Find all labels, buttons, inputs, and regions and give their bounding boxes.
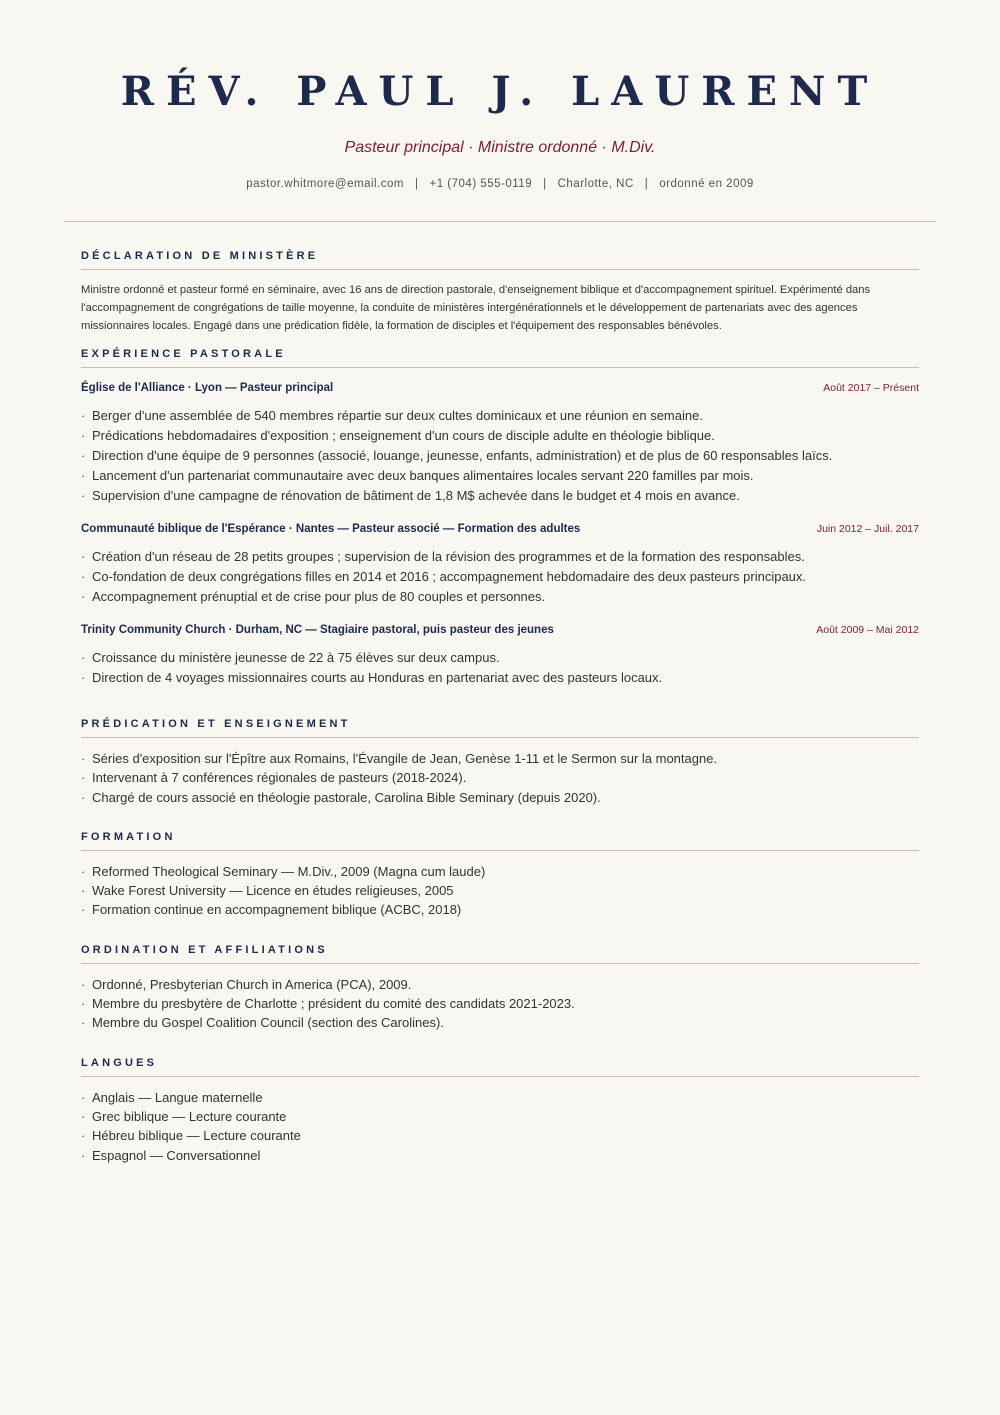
list-item: · Membre du Gospel Coalition Council (section des Carolines). <box>81 1013 919 1032</box>
list-item: · Formation continue en accompagnement biblique (ACBC, 2018) <box>81 900 919 919</box>
contact-separator: | <box>644 178 649 190</box>
section-experience <box>81 347 919 688</box>
section-title: FORMATION <box>81 830 919 851</box>
list-item: · Espagnol — Conversationnel <box>81 1146 919 1165</box>
list-item: · Reformed Theological Seminary — M.Div., 2009 (Magna cum laude) <box>81 862 919 881</box>
list-item: · Anglais — Langue maternelle <box>81 1088 919 1107</box>
list-item: · Croissance du ministère jeunesse de 22 à 75 élèves sur deux campus. <box>81 648 919 668</box>
contact-separator: | <box>415 178 419 190</box>
list-item: · Grec biblique — Lecture courante <box>81 1107 919 1126</box>
list-item: · Intervenant à 7 conférences régionales de pasteurs (2018-2024). <box>81 768 919 787</box>
job-entry <box>81 624 919 688</box>
job-date: Juin 2012 – Juil. 2017 <box>816 523 919 535</box>
list-item: · Création d'un réseau de 28 petits groupes ; supervision de la révision des programmes et de la formation des responsables. <box>81 547 919 567</box>
list-item: · Wake Forest University — Licence en études religieuses, 2005 <box>81 881 919 900</box>
contact-location: Charlotte, NC <box>557 178 634 190</box>
resume-content <box>81 249 919 1165</box>
list-item: · Membre du presbytère de Charlotte ; président du comité des candidats 2021-2023. <box>81 994 919 1013</box>
job-bullets <box>81 648 919 688</box>
languages-bullets <box>81 1088 919 1165</box>
section-title: ORDINATION ET AFFILIATIONS <box>81 943 919 964</box>
candidate-name: RÉV. PAUL J. LAURENT <box>120 68 880 115</box>
section-ordination <box>81 943 919 1033</box>
declaration-text: Ministre ordonné et pasteur formé en séminaire, avec 16 ans de direction pastorale, d'enseignement biblique et d'accompagnement spirituel. Expérimenté dans l'accompagnement de congrégations de taille moyenne, la conduite de ministères intergénérationnels et le développement de partenariats avec des agences missionnaires locales. Engagé dans une prédication fidèle, la formation de disciples et l'équipement des responsables bénévoles. <box>81 284 871 332</box>
section-declaration <box>81 249 919 335</box>
job-date: Août 2017 – Présent <box>823 382 919 394</box>
section-title: DÉCLARATION DE MINISTÈRE <box>81 249 919 270</box>
job-header <box>81 624 919 636</box>
list-item: · Supervision d'une campagne de rénovation de bâtiment de 1,8 M$ achevée dans le budget et 4 mois en avance. <box>81 486 919 506</box>
list-item: · Direction de 4 voyages missionnaires courts au Honduras en partenariat avec des pasteurs locaux. <box>81 668 919 688</box>
candidate-subtitle: Pasteur principal · Ministre ordonné · M.Div. <box>344 139 656 156</box>
resume-header <box>0 0 1000 191</box>
job-entry <box>81 523 919 607</box>
section-title: LANGUES <box>81 1056 919 1077</box>
contact-line <box>0 177 1000 191</box>
contact-email: pastor.whitmore@email.com <box>246 178 404 190</box>
section-education <box>81 830 919 920</box>
list-item: · Co-fondation de deux congrégations filles en 2014 et 2016 ; accompagnement hebdomadaire des deux pasteurs principaux. <box>81 567 919 587</box>
job-header <box>81 382 919 394</box>
section-title: PRÉDICATION ET ENSEIGNEMENT <box>81 717 919 738</box>
section-languages <box>81 1056 919 1165</box>
list-item: · Séries d'exposition sur l'Épître aux Romains, l'Évangile de Jean, Genèse 1-11 et le Sermon sur la montagne. <box>81 749 919 768</box>
job-bullets <box>81 406 919 506</box>
list-item: · Prédications hebdomadaires d'exposition ; enseignement d'un cours de disciple adulte en théologie biblique. <box>81 426 919 446</box>
section-title: EXPÉRIENCE PASTORALE <box>81 347 919 368</box>
job-bullets <box>81 547 919 607</box>
section-preaching <box>81 717 919 807</box>
job-entry <box>81 382 919 506</box>
list-item: · Lancement d'un partenariat communautaire avec deux banques alimentaires locales servant 220 familles par mois. <box>81 466 919 486</box>
job-title: Communauté biblique de l'Espérance · Nantes — Pasteur associé — Formation des adultes <box>81 523 581 535</box>
header-divider <box>64 221 936 222</box>
list-item: · Berger d'une assemblée de 540 membres répartie sur deux cultes dominicaux et une réunion en semaine. <box>81 406 919 426</box>
list-item: · Accompagnement prénuptial et de crise pour plus de 80 couples et personnes. <box>81 587 919 607</box>
list-item: · Chargé de cours associé en théologie pastorale, Carolina Bible Seminary (depuis 2020). <box>81 788 919 807</box>
job-title: Trinity Community Church · Durham, NC — Stagiaire pastoral, puis pasteur des jeunes <box>81 624 554 636</box>
contact-separator: | <box>543 178 547 190</box>
list-item: · Direction d'une équipe de 9 personnes (associé, louange, jeunesse, enfants, administration) et de plus de 60 responsables laïcs. <box>81 446 919 466</box>
preaching-bullets <box>81 749 919 807</box>
job-date: Août 2009 – Mai 2012 <box>816 624 919 636</box>
contact-phone: +1 (704) 555-0119 <box>429 178 533 190</box>
contact-ordination: ordonné en 2009 <box>659 178 754 190</box>
ordination-bullets <box>81 975 919 1033</box>
list-item: · Hébreu biblique — Lecture courante <box>81 1126 919 1145</box>
job-title: Église de l'Alliance · Lyon — Pasteur principal <box>81 382 334 394</box>
list-item: · Ordonné, Presbyterian Church in America (PCA), 2009. <box>81 975 919 994</box>
job-header <box>81 523 919 535</box>
education-bullets <box>81 862 919 920</box>
